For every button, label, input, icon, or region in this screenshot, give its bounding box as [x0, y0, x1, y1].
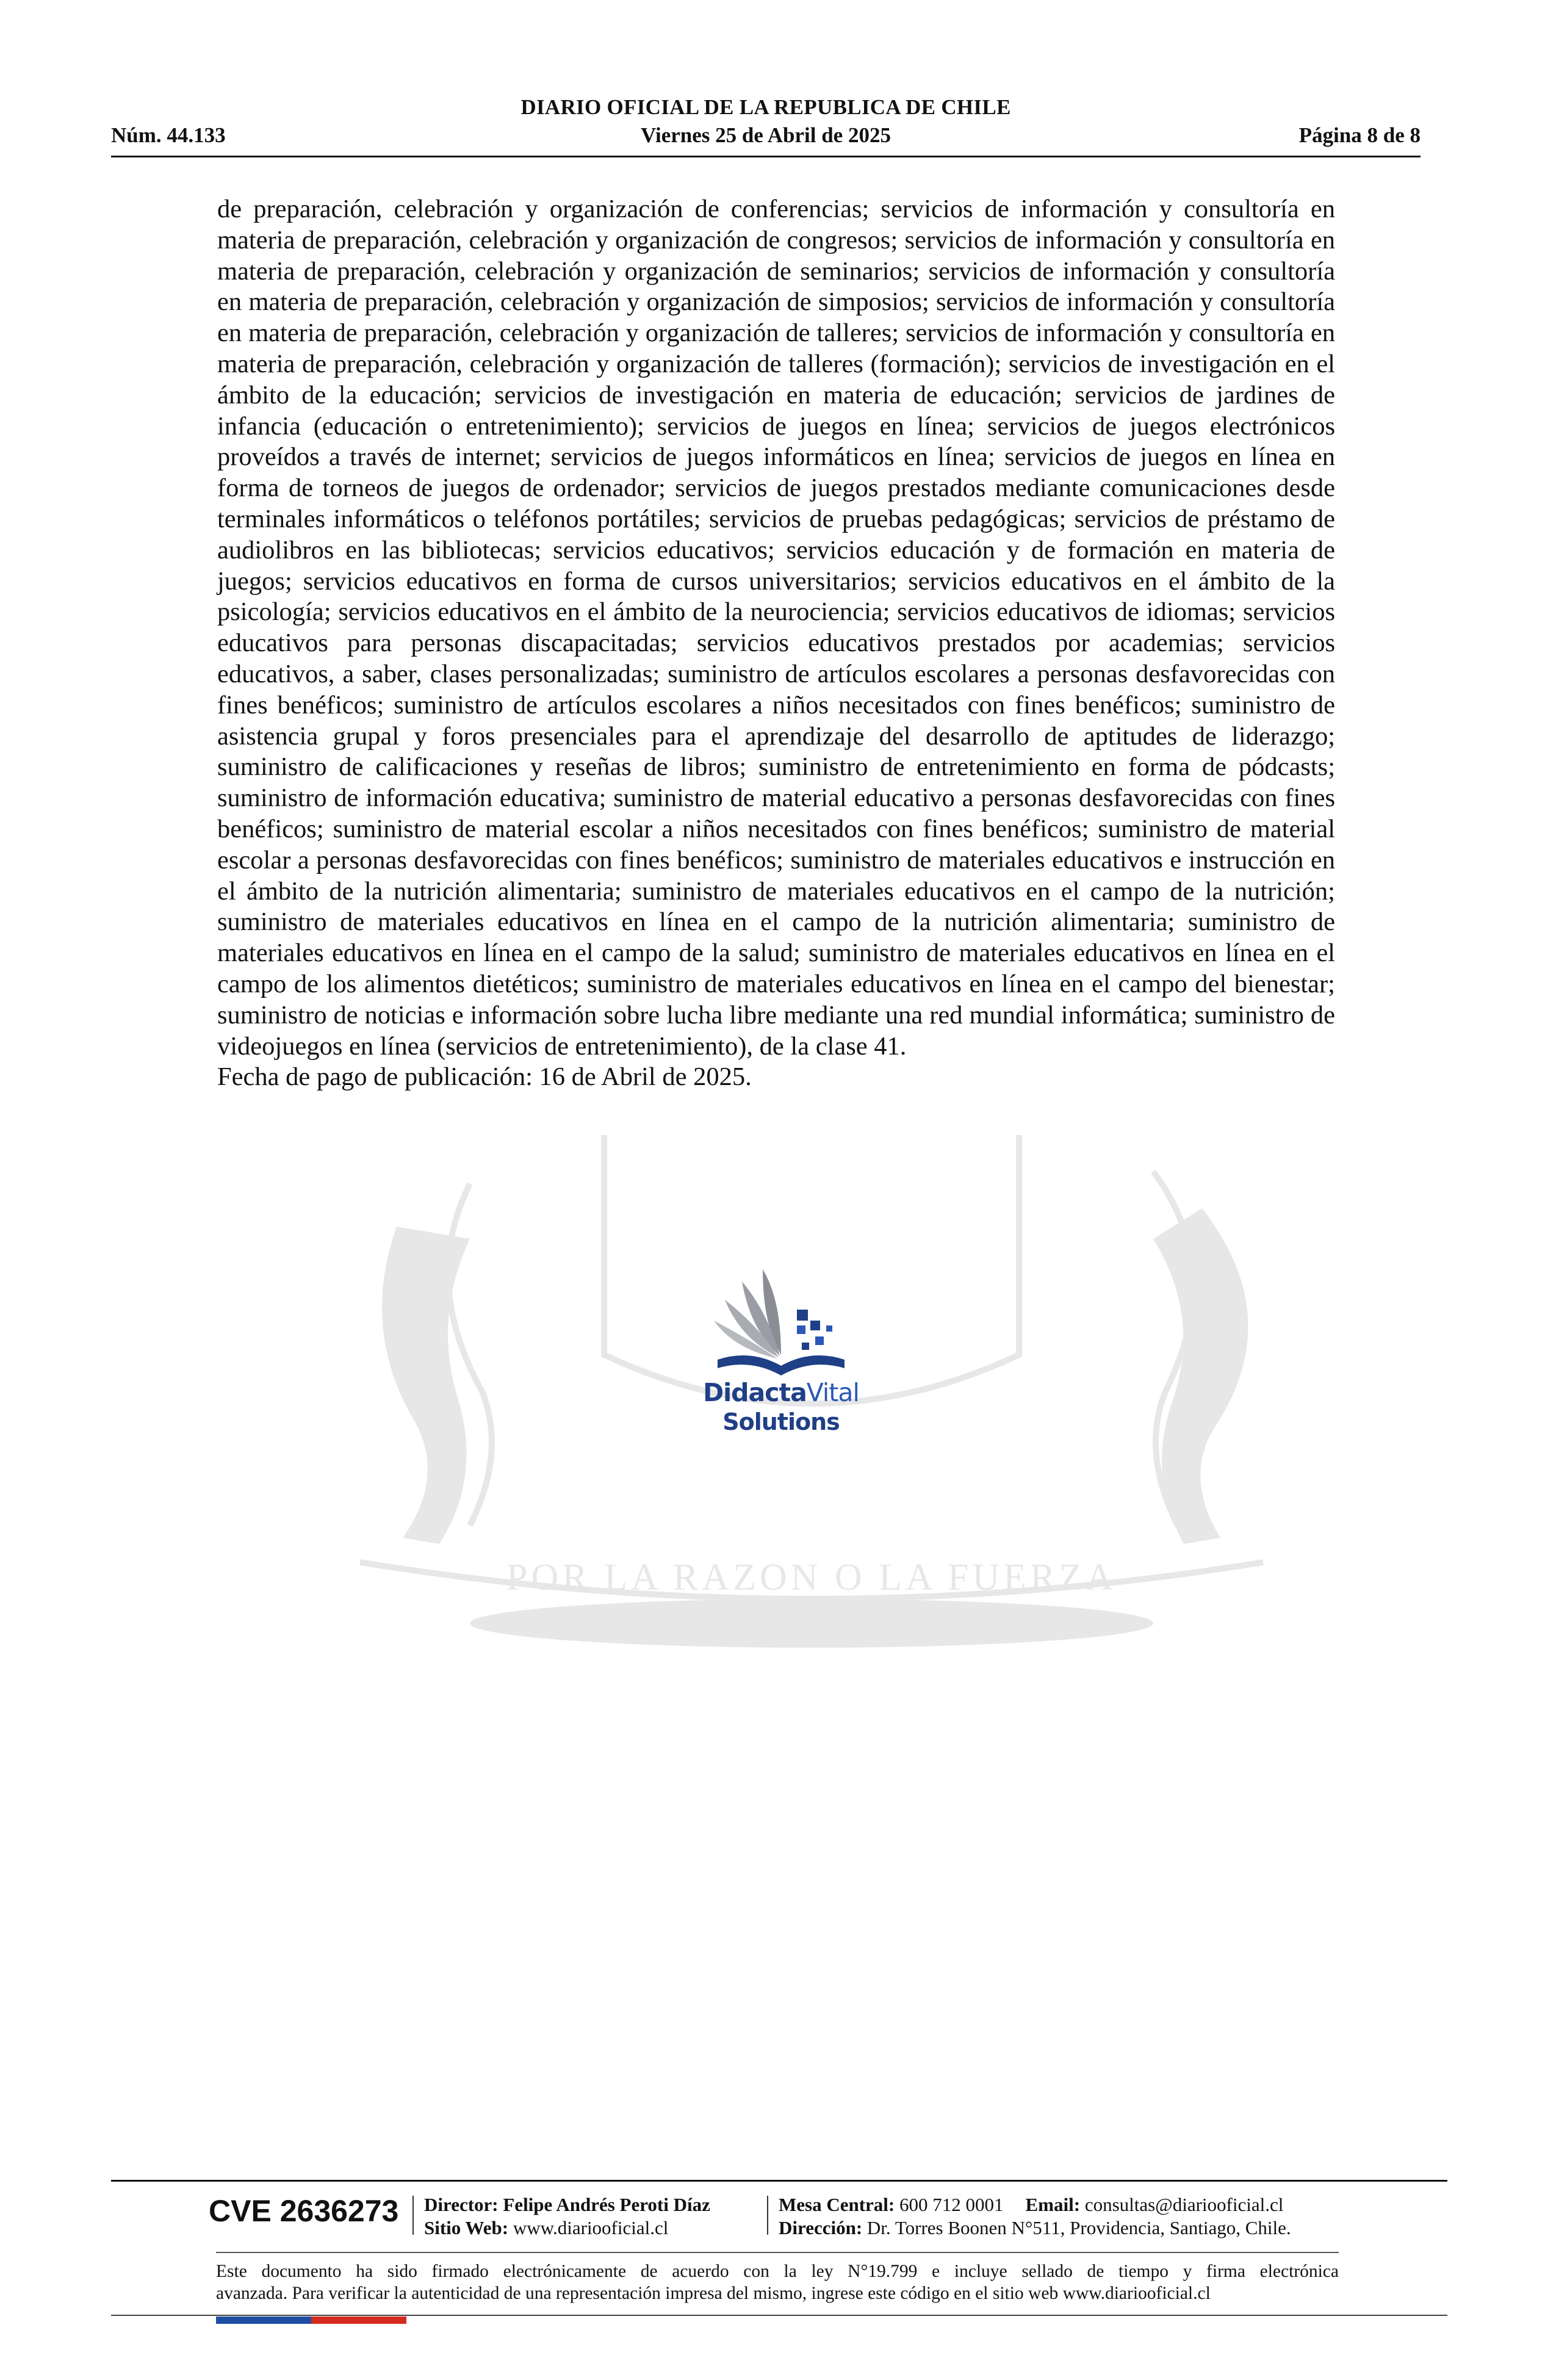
website-label: Sitio Web:: [424, 2217, 509, 2238]
director-label: Director:: [424, 2194, 499, 2215]
services-paragraph: de preparación, celebración y organización de conferencias; servicios de información y consultoría en materia de preparación, celebración y organización de congresos; servicios de información y consultoría en materia de preparación, celebración y organización de seminarios; servicios de información y consultoría en materia de preparación, celebración y organización de simposios; servicios de información y consultoría en materia de preparación, celebración y organización de talleres; servicios de información y consultoría en materia de preparación, celebración y organización de talleres (formación); servicios de investigación en el ámbito de la educación; servicios de investigación en materia de educación; servicios de jardines de infancia (educación o entretenimiento); servicios de juegos en línea; servicios de juegos electrónicos proveídos a través de internet; servicios de juegos informáticos en línea; servicios de juegos en línea en forma de torneos de juegos de ordenador; servicios de juegos prestados mediante comunicaciones desde terminales informáticos o teléfonos portátiles; servicios de pruebas pedagógicas; servicios de préstamo de audiolibros en las bibliotecas; servicios educativos; servicios educación y de formación en materia de juegos; servicios educativos en forma de cursos universitarios; servicios educativos en el ámbito de la psicología; servicios educativos en el ámbito de la neurociencia; servicios educativos de idiomas; servicios educativos para personas discapacitadas; servicios educativos prestados por academias; servicios educativos, a saber, clases personalizadas; suministro de artículos escolares a personas desfavorecidas con fines benéficos; suministro de artículos escolares a niños necesitados con fines benéficos; suministro de asistencia grupal y foros presenciales para el aprendizaje del desarrollo de aptitudes de liderazgo; suministro de calificaciones y reseñas de libros; suministro de entretenimiento en forma de pódcasts; suministro de información educativa; suministro de material educativo a personas desfavorecidas con fines benéficos; suministro de material escolar a niños necesitados con fines benéficos; suministro de material escolar a personas desfavorecidas con fines benéficos; suministro de materiales educativos e instrucción en el ámbito de la nutrición alimentaria; suministro de materiales educativos en el campo de la nutrición; suministro de materiales educativos en línea en el campo de la nutrición alimentaria; suministro de materiales educativos en línea en el campo de la salud; suministro de materiales educativos en línea en el campo de los alimentos dietéticos; suministro de materiales educativos en línea en el campo del bienestar; suministro de noticias e información sobre lucha libre mediante una red mundial informática; suministro de videojuegos en línea (servicios de entretenimiento), de la clase 41.: [217, 195, 1335, 1061]
phone-label: Mesa Central:: [779, 2194, 895, 2215]
footer-divider: [111, 2180, 1447, 2182]
document-body: [217, 194, 1335, 1093]
logo-name-part1: Didacta: [703, 1378, 807, 1407]
issue-number: Núm. 44.133: [111, 123, 226, 147]
legal-notice-line2: avanzada. Para verificar la autenticidad de una representación impresa del mismo, ingrese este código en el sitio web www.diariooficial.cl: [216, 2284, 1211, 2303]
footer-bottom-divider: [111, 2315, 1447, 2316]
flag-stripe: [216, 2317, 406, 2324]
page-number: Página 8 de 8: [1298, 123, 1421, 147]
logo-name-part2: Vital: [806, 1378, 859, 1407]
director-name: Felipe Andrés Peroti Díaz: [503, 2194, 710, 2215]
legal-notice-line1: Este documento ha sido firmado electrónicamente de acuerdo con la ley N°19.799 e incluye sellado de tiempo y firma electrónica: [216, 2262, 1339, 2281]
footer-inner-divider: [216, 2252, 1339, 2253]
gazette-title: DIARIO OFICIAL DE LA REPUBLICA DE CHILE: [520, 95, 1011, 119]
footer-contact-block: [779, 2193, 1291, 2240]
open-book-icon: [690, 1257, 873, 1379]
didactavital-logo: [690, 1257, 873, 1446]
payment-date: Fecha de pago de publicación: 16 de Abril de 2025.: [217, 1062, 752, 1092]
footer-director-block: [424, 2193, 710, 2240]
email-link[interactable]: consultas@diariooficial.cl: [1084, 2194, 1284, 2215]
page-header: [111, 95, 1421, 156]
flag-red-segment: [311, 2317, 406, 2324]
watermark-motto: POR LA RAZON O LA FUERZA: [506, 1557, 1117, 1598]
header-divider: [111, 156, 1421, 157]
flag-blue-segment: [216, 2317, 311, 2324]
address-text: Dr. Torres Boonen N°511, Providencia, Santiago, Chile.: [866, 2217, 1291, 2238]
cve-code: CVE 2636273: [209, 2194, 399, 2228]
phone-number: 600 712 0001: [899, 2194, 1004, 2215]
footer-separator: [412, 2196, 414, 2235]
page-footer: [111, 2183, 1447, 2324]
logo-wordmark: [690, 1378, 873, 1407]
website-link[interactable]: www.diariooficial.cl: [513, 2217, 669, 2238]
address-label: Dirección:: [779, 2217, 863, 2238]
logo-subtitle: Solutions: [722, 1408, 840, 1435]
footer-separator: [767, 2196, 768, 2235]
email-label: Email:: [1025, 2194, 1081, 2215]
issue-date: Viernes 25 de Abril de 2025: [641, 123, 891, 147]
